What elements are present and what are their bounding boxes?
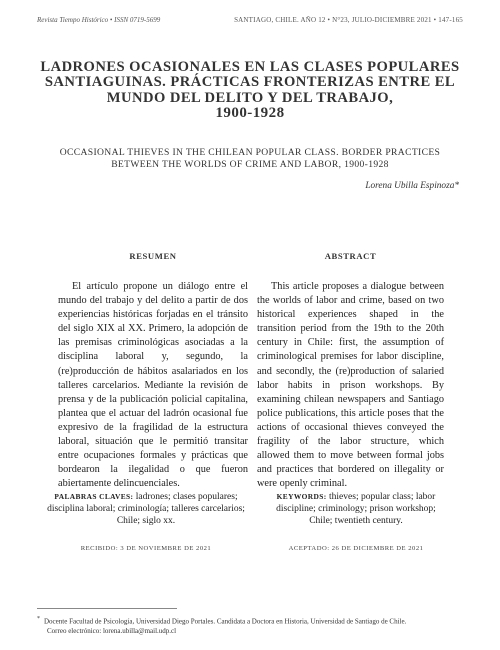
keywords (265, 491, 447, 528)
accepted-date: ACEPTADO: 26 DE DICIEMBRE DE 2021 (288, 545, 424, 552)
keywords-text: thieves; popular class; labor discipline; criminology; prison workshop; Chile; twentieth century. (276, 492, 436, 527)
issue-info: SANTIAGO, CHILE. AÑO 12 • N°23, JULIO-DICIEMBRE 2021 • 147-165 (234, 16, 463, 24)
palabras-claves-text: ladrones; clases populares; disciplina laboral; criminología; talleres carcelarios; Chile; siglo xx. (47, 492, 245, 527)
footnote-line-2 (37, 626, 460, 636)
journal-info: Revista Tiempo Histórico • ISSN 0719-5699 (37, 16, 161, 24)
footnote-mark: * (37, 616, 40, 622)
english-title: OCCASIONAL THIEVES IN THE CHILEAN POPULAR CLASS. BORDER PRACTICES BETWEEN THE WORLDS OF CRIME AND LABOR, 1900-1928 (59, 147, 441, 170)
footnote-rule (37, 608, 177, 609)
abstract-text: This article proposes a dialogue between the worlds of labor and crime, based on two historical experiences shaped in the transition period from the 19th to the 20th century in Chile: first, the assumption of criminological premises for labor discipline, and secondly, the (re)production of salaried labor habits in prison workshops. By examining chilean newspapers and Santiago police publications, this article poses that the actions of occasional thieves conveyed the fragility of the labor structure, which allowed them to move between formal jobs and practices that bordered on illegality or were openly criminal. (257, 281, 444, 490)
running-header (37, 13, 463, 27)
resumen-heading: RESUMEN (129, 251, 177, 261)
footnote-line-1 (37, 614, 460, 626)
resumen-text: El artículo propone un diálogo entre el mundo del trabajo y del delito a partir de dos experiencias históricas forjadas en el tránsito del siglo XIX al XX. Primero, la adopción de las premisas criminológicas asociadas a la disciplina laboral y, segundo, la (re)producción de hábitos asalariados en los talleres carcelarios. Mediante la revisión de prensa y de la publicación policial capitalina, plantea que el actuar del ladrón ocasional fue expresivo de la fragilidad de la estructura laboral, situación que le permitió transitar entre ocupaciones formales y prácticas que bordearon la ilegalidad o que fueron abiertamente delincuenciales. (58, 281, 248, 490)
resumen-section (58, 251, 248, 491)
received-date: RECIBIDO: 3 DE NOVIEMBRE DE 2021 (80, 545, 212, 552)
keywords-label: KEYWORDS: (276, 492, 327, 501)
footnote (37, 614, 460, 636)
title-years: 1900-1928 (215, 105, 285, 122)
palabras-claves-label: PALABRAS CLAVES: (54, 492, 134, 501)
author-name: Lorena Ubilla Espinoza* (365, 181, 459, 191)
palabras-claves (40, 491, 252, 528)
abstract-section (257, 251, 444, 491)
abstract-heading: ABSTRACT (324, 251, 377, 261)
footnote-email[interactable]: Correo electrónico: lorena.ubilla@mail.udp.cl (47, 627, 177, 636)
title-main: LADRONES OCASIONALES EN LAS CLASES POPULARES SANTIAGUINAS. PRÁCTICAS FRONTERIZAS ENTRE EL MUNDO DEL DELITO Y DEL TRABAJO, (40, 59, 460, 106)
article-title (40, 60, 460, 122)
footnote-affiliation: Docente Facultad de Psicología, Universidad Diego Portales. Candidata a Doctora en Historia, Universidad de Santiago de Chile. (44, 617, 407, 626)
